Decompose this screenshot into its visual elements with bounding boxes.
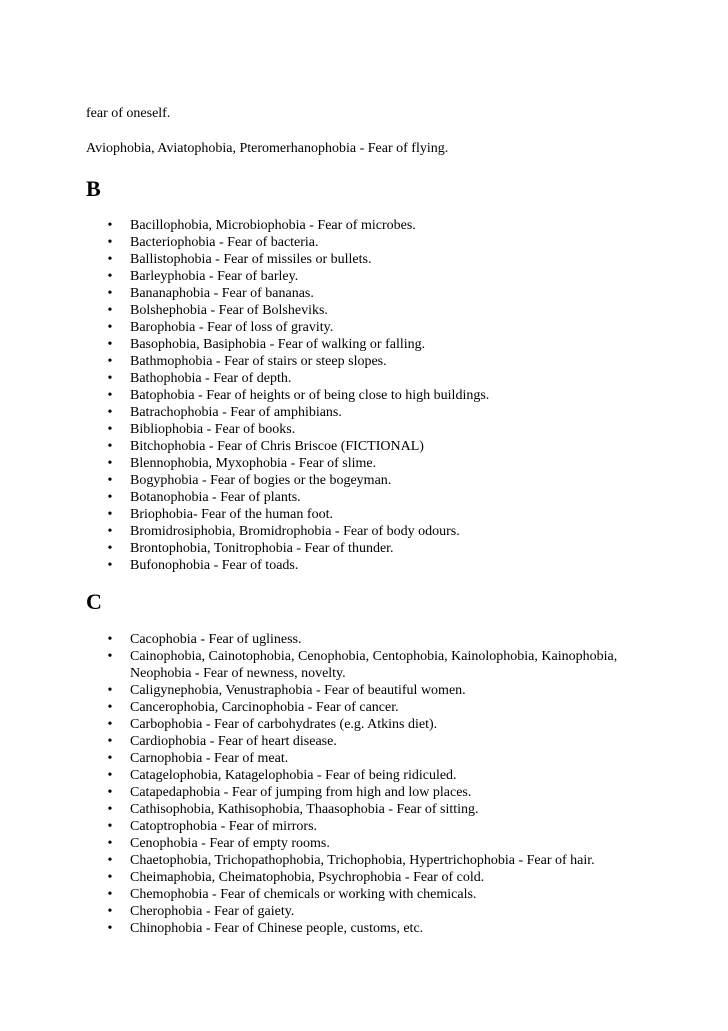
bullet-icon: • (107, 286, 113, 301)
list-item: • Catapedaphobia - Fear of jumping from high and low places. (0, 784, 728, 801)
phobia-list-c (0, 631, 728, 937)
list-item: • Bathmophobia - Fear of stairs or steep slopes. (0, 353, 728, 370)
bullet-icon: • (107, 887, 113, 902)
bullet-icon: • (107, 541, 113, 556)
bullet-icon: • (107, 473, 113, 488)
list-item: • Bogyphobia - Fear of bogies or the bogeyman. (0, 472, 728, 489)
list-item: • Bibliophobia - Fear of books. (0, 421, 728, 438)
bullet-icon: • (107, 507, 113, 522)
bullet-icon: • (107, 303, 113, 318)
list-item: • Bacteriophobia - Fear of bacteria. (0, 234, 728, 251)
bullet-icon: • (107, 337, 113, 352)
list-item: • Blennophobia, Myxophobia - Fear of slime. (0, 455, 728, 472)
paragraph-aviophobia: Aviophobia, Aviatophobia, Pteromerhanophobia - Fear of flying. (86, 141, 449, 156)
bullet-icon: • (107, 269, 113, 284)
bullet-icon: • (107, 717, 113, 732)
bullet-icon: • (107, 422, 113, 437)
list-item: • Ballistophobia - Fear of missiles or bullets. (0, 251, 728, 268)
bullet-icon: • (107, 853, 113, 868)
list-item: • Cathisophobia, Kathisophobia, Thaasophobia - Fear of sitting. (0, 801, 728, 818)
bullet-icon: • (107, 751, 113, 766)
bullet-icon: • (107, 836, 113, 851)
list-item: • Basophobia, Basiphobia - Fear of walking or falling. (0, 336, 728, 353)
list-item: • Cancerophobia, Carcinophobia - Fear of cancer. (0, 699, 728, 716)
list-item: • Batrachophobia - Fear of amphibians. (0, 404, 728, 421)
list-item: • Chaetophobia, Trichopathophobia, Trichophobia, Hypertrichophobia - Fear of hair. (0, 852, 728, 869)
list-item: • Cherophobia - Fear of gaiety. (0, 903, 728, 920)
list-item: • Cacophobia - Fear of ugliness. (0, 631, 728, 648)
bullet-icon: • (107, 558, 113, 573)
bullet-icon: • (107, 870, 113, 885)
list-item: • Bacillophobia, Microbiophobia - Fear of microbes. (0, 217, 728, 234)
bullet-icon: • (107, 802, 113, 817)
list-item: • Carbophobia - Fear of carbohydrates (e.g. Atkins diet). (0, 716, 728, 733)
list-item: • Briophobia- Fear of the human foot. (0, 506, 728, 523)
bullet-icon: • (107, 218, 113, 233)
list-item: • Catagelophobia, Katagelophobia - Fear of being ridiculed. (0, 767, 728, 784)
bullet-icon: • (107, 405, 113, 420)
section-heading-c: C (86, 589, 102, 614)
bullet-icon: • (107, 921, 113, 936)
list-item: • Cenophobia - Fear of empty rooms. (0, 835, 728, 852)
bullet-icon: • (107, 371, 113, 386)
bullet-icon: • (107, 235, 113, 250)
bullet-icon: • (107, 354, 113, 369)
section-heading-b: B (86, 176, 101, 201)
list-item: • Barleyphobia - Fear of barley. (0, 268, 728, 285)
list-item: • Bufonophobia - Fear of toads. (0, 557, 728, 574)
list-item: • Bitchophobia - Fear of Chris Briscoe (FICTIONAL) (0, 438, 728, 455)
list-item: • Carnophobia - Fear of meat. (0, 750, 728, 767)
bullet-icon: • (107, 649, 113, 664)
bullet-icon: • (107, 456, 113, 471)
list-item: • Botanophobia - Fear of plants. (0, 489, 728, 506)
list-item: • Catoptrophobia - Fear of mirrors. (0, 818, 728, 835)
bullet-icon: • (107, 632, 113, 647)
list-item: • Barophobia - Fear of loss of gravity. (0, 319, 728, 336)
list-item: • Cardiophobia - Fear of heart disease. (0, 733, 728, 750)
list-item: • Bromidrosiphobia, Bromidrophobia - Fear of body odours. (0, 523, 728, 540)
list-item: • Bananaphobia - Fear of bananas. (0, 285, 728, 302)
list-item: • Caligynephobia, Venustraphobia - Fear of beautiful women. (0, 682, 728, 699)
paragraph-fear-of-oneself: fear of oneself. (86, 106, 171, 121)
list-item: • Chemophobia - Fear of chemicals or working with chemicals. (0, 886, 728, 903)
list-item: • Bathophobia - Fear of depth. (0, 370, 728, 387)
bullet-icon: • (107, 524, 113, 539)
bullet-icon: • (107, 819, 113, 834)
bullet-icon: • (107, 320, 113, 335)
bullet-icon: • (107, 252, 113, 267)
phobia-list-b (0, 217, 728, 574)
list-item: • Bolshephobia - Fear of Bolsheviks. (0, 302, 728, 319)
bullet-icon: • (107, 768, 113, 783)
bullet-icon: • (107, 734, 113, 749)
bullet-icon: • (107, 490, 113, 505)
list-item: • Cainophobia, Cainotophobia, Cenophobia, Centophobia, Kainolophobia, Kainophobia, Neophobia - Fear of newness, novelty. (0, 648, 728, 682)
list-item: • Chinophobia - Fear of Chinese people, customs, etc. (0, 920, 728, 937)
list-item: • Batophobia - Fear of heights or of being close to high buildings. (0, 387, 728, 404)
bullet-icon: • (107, 683, 113, 698)
list-item: • Cheimaphobia, Cheimatophobia, Psychrophobia - Fear of cold. (0, 869, 728, 886)
bullet-icon: • (107, 700, 113, 715)
list-item: • Brontophobia, Tonitrophobia - Fear of thunder. (0, 540, 728, 557)
bullet-icon: • (107, 785, 113, 800)
bullet-icon: • (107, 388, 113, 403)
bullet-icon: • (107, 439, 113, 454)
bullet-icon: • (107, 904, 113, 919)
